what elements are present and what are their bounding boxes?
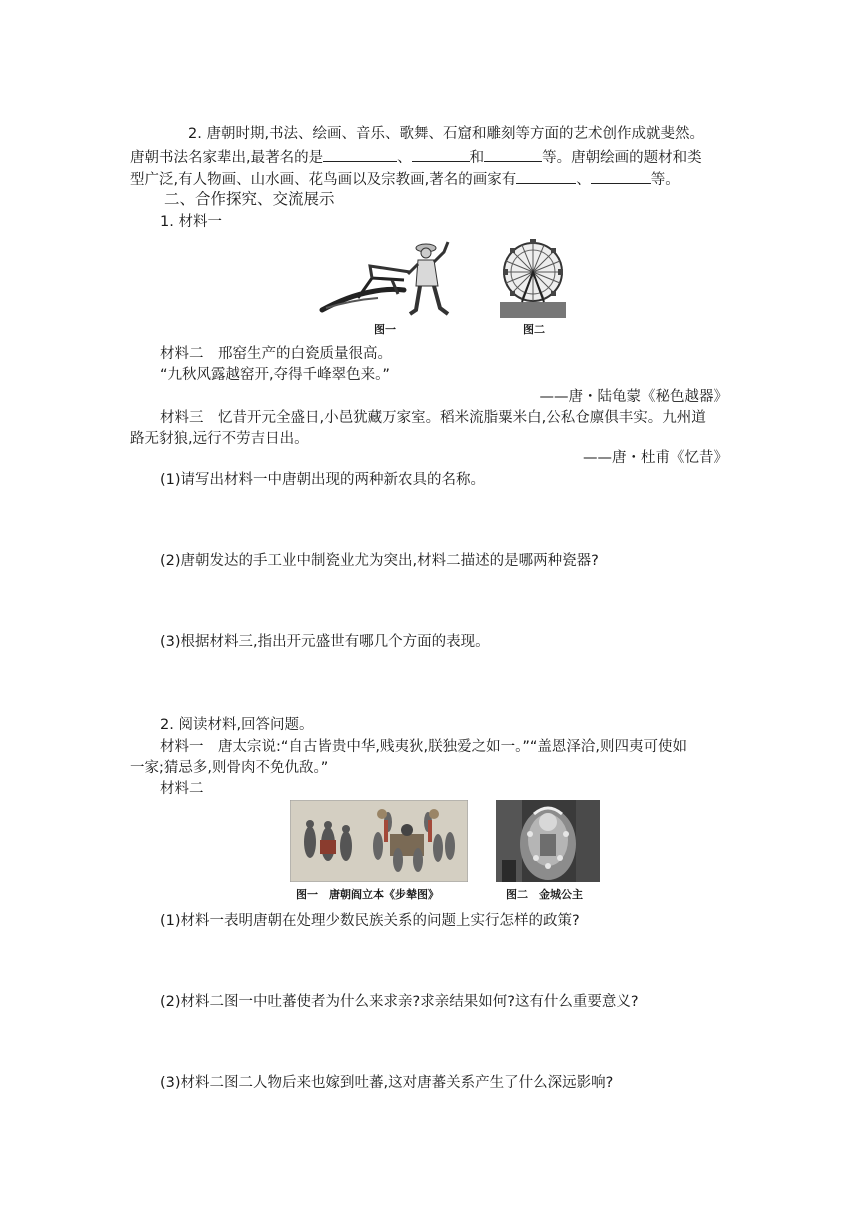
answer-blank[interactable] xyxy=(323,146,397,162)
sub-question: (3)材料二图二人物后来也嫁到吐蕃,这对唐蕃关系产生了什么深远影响? xyxy=(160,1075,614,1091)
conjunction: 和 xyxy=(469,150,485,166)
material-3-text: 路无豺狼,远行不劳吉日出。 xyxy=(130,431,309,447)
sub-question: (3)根据材料三,指出开元盛世有哪几个方面的表现。 xyxy=(160,634,490,650)
fill-text: 唐朝书法名家辈出,最著名的是 xyxy=(130,150,324,166)
material-3-text: 材料三 忆昔开元全盛日,小邑犹藏万家室。稻米流脂粟米白,公私仓廪俱丰实。九州道 xyxy=(160,410,706,426)
material-1-text: 一家;猜忌多,则骨肉不免仇敌。” xyxy=(130,760,329,776)
material-2-label: 材料二 xyxy=(160,781,204,797)
sub-question: (2)材料二图一中吐蕃使者为什么来求亲?求亲结果如何?这有什么重要意义? xyxy=(160,994,639,1010)
fill-text: 型广泛,有人物画、山水画、花鸟画以及宗教画,著名的画家有 xyxy=(130,172,517,188)
fill-text: 等。唐朝绘画的题材和类 xyxy=(542,150,702,166)
fill-question-line-1: 2. 唐朝时期,书法、绘画、音乐、歌舞、石窟和雕刻等方面的艺术创作成就斐然。 xyxy=(188,126,705,142)
material-heading: 2. 阅读材料,回答问题。 xyxy=(160,717,314,733)
quote-source: ——唐・陆龟蒙《秘色越器》 xyxy=(539,389,728,405)
figure-caption: 图二 xyxy=(523,323,545,336)
separator: 、 xyxy=(397,150,412,166)
fill-question-line-2 xyxy=(130,146,702,168)
material-2-text: 材料二 邢窑生产的白瓷质量很高。 xyxy=(160,346,392,362)
fill-text: 等。 xyxy=(650,172,680,188)
separator: 、 xyxy=(576,172,591,188)
poem-quote: “九秋风露越窑开,夺得千峰翠色来。” xyxy=(160,367,390,383)
section-title: 二、合作探究、交流展示 xyxy=(164,190,335,208)
answer-blank[interactable] xyxy=(591,168,651,184)
statue-photo xyxy=(496,800,600,882)
quote-source: ——唐・杜甫《忆昔》 xyxy=(583,450,728,466)
plough-illustration xyxy=(318,236,468,320)
answer-blank[interactable] xyxy=(412,146,470,162)
fill-question-line-3 xyxy=(130,168,680,190)
material-1-text: 材料一 唐太宗说:“自古皆贵中华,贱夷狄,朕独爱之如一。”“盖恩泽洽,则四夷可使如 xyxy=(160,739,687,755)
figure-caption: 图一 唐朝阎立本《步辇图》 xyxy=(296,888,439,901)
answer-blank[interactable] xyxy=(484,146,542,162)
sub-question: (1)材料一表明唐朝在处理少数民族关系的问题上实行怎样的政策? xyxy=(160,913,580,929)
material-heading: 1. 材料一 xyxy=(160,214,222,230)
sub-question: (1)请写出材料一中唐朝出现的两种新农具的名称。 xyxy=(160,472,486,488)
figure-caption: 图一 xyxy=(374,323,396,336)
answer-blank[interactable] xyxy=(516,168,576,184)
sub-question: (2)唐朝发达的手工业中制瓷业尤为突出,材料二描述的是哪两种瓷器? xyxy=(160,553,599,569)
painting-photo xyxy=(290,800,468,882)
figure-caption: 图二 金城公主 xyxy=(506,888,583,901)
water-wheel-illustration xyxy=(500,236,566,320)
